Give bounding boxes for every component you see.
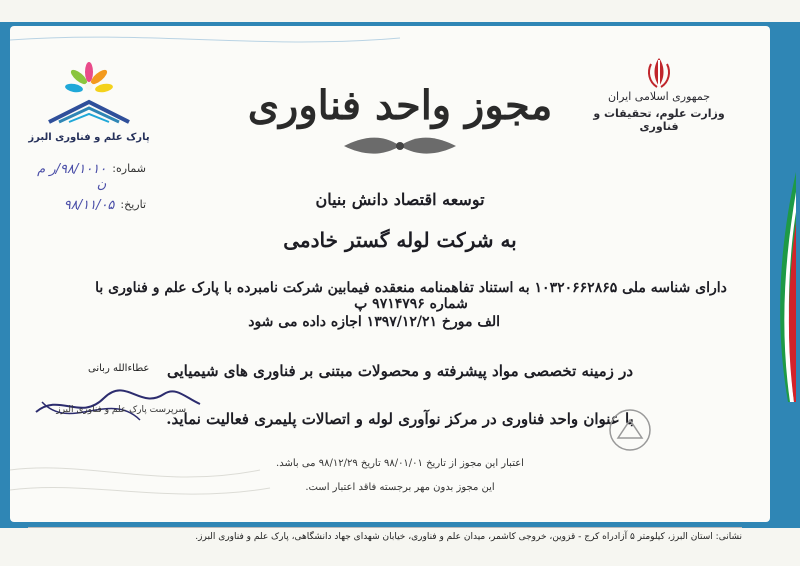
note-line: این مجوز بدون مهر برجسته فاقد اعتبار است.	[305, 482, 495, 493]
ministry-country: جمهوری اسلامی ایران	[607, 90, 711, 103]
company-name: به شرکت لوله گستر خادمی	[283, 228, 517, 252]
validity-line: اعتبار این مجوز از تاریخ ۹۸/۰۱/۰۱ تاریخ ۹۸/۱۲/۲۹ می باشد.	[276, 458, 524, 469]
signer-name: عطاءالله ربانی	[88, 363, 150, 374]
flag-ribbon	[760, 22, 796, 402]
certificate-subtitle: توسعه اقتصاد دانش بنیان	[315, 190, 485, 209]
body-line-1: دارای شناسه ملی ۱۰۳۲۰۶۶۲۸۶۵ به استناد تفاهمنامه منعقده فیمابین شرکت نامبرده با پارک علم و فناوری با شماره ۹۷۱۴۷۹۶ پ	[95, 280, 727, 312]
park-name: پارک علم و فناوری البرز	[28, 132, 150, 143]
number-value: ۹۸/۱۰۱۰/ر م ن	[37, 162, 107, 192]
ornament-icon	[340, 128, 460, 164]
ministry-name: وزارت علوم، تحقیقات و فناوری	[593, 107, 725, 133]
field-line: در زمینه تخصصی مواد پیشرفته و محصولات مبتنی بر فناوری های شیمیایی	[166, 362, 634, 380]
date-label: تاریخ:	[120, 198, 146, 211]
signer-title: سرپرست پارک علم و فناوری البرز	[56, 405, 186, 415]
date-value: ۹۸/۱۱/۰۵	[63, 198, 115, 213]
body-line-2: الف مورخ ۱۳۹۷/۱۲/۲۱ اجازه داده می شود	[248, 314, 500, 330]
footer-address: نشانی: استان البرز، کیلومتر ۵ آزادراه کرج - قزوین، خروجی کاشمر، میدان علم و فناوری، خیابان شهدای جهاد دانشگاهی، پارک علم و فناوری البرز.	[28, 527, 742, 542]
number-label: شماره:	[112, 162, 146, 175]
certificate-title: مجوز واحد فناوری	[247, 82, 553, 129]
activity-line: با عنوان واحد فناوری در مرکز نوآوری لوله و اتصالات پلیمری فعالیت نماید.	[166, 410, 634, 428]
